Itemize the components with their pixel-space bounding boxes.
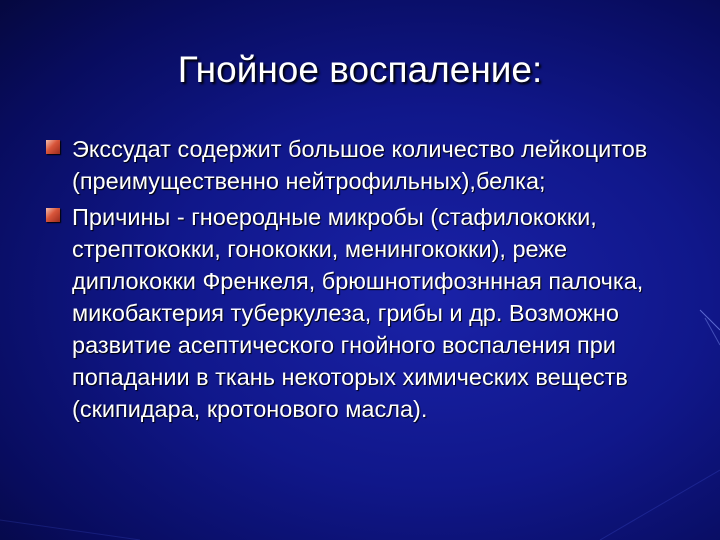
bullet-text: Экссудат содержит большое количество лейкоцитов (преимущественно нейтрофильных),белка;	[72, 136, 648, 194]
bullet-item	[42, 133, 682, 197]
slide-title: Гнойное воспаление:	[177, 49, 543, 90]
bullet-square-icon	[46, 140, 60, 154]
bullet-text: Причины - гноеродные микробы (стафилококки, стрептококки, гонококки, менингококки), реже диплококки Френкеля, брюшнотифозннная палочка, микобактерия туберкулеза, грибы и др. Возможно развитие асептического гнойного воспаления при попадании в ткань некоторых химических веществ (скипидара, кротонового масла).	[72, 204, 644, 422]
bullet-square-icon	[46, 208, 60, 222]
bullet-list	[42, 133, 682, 429]
bullet-item	[42, 201, 682, 425]
